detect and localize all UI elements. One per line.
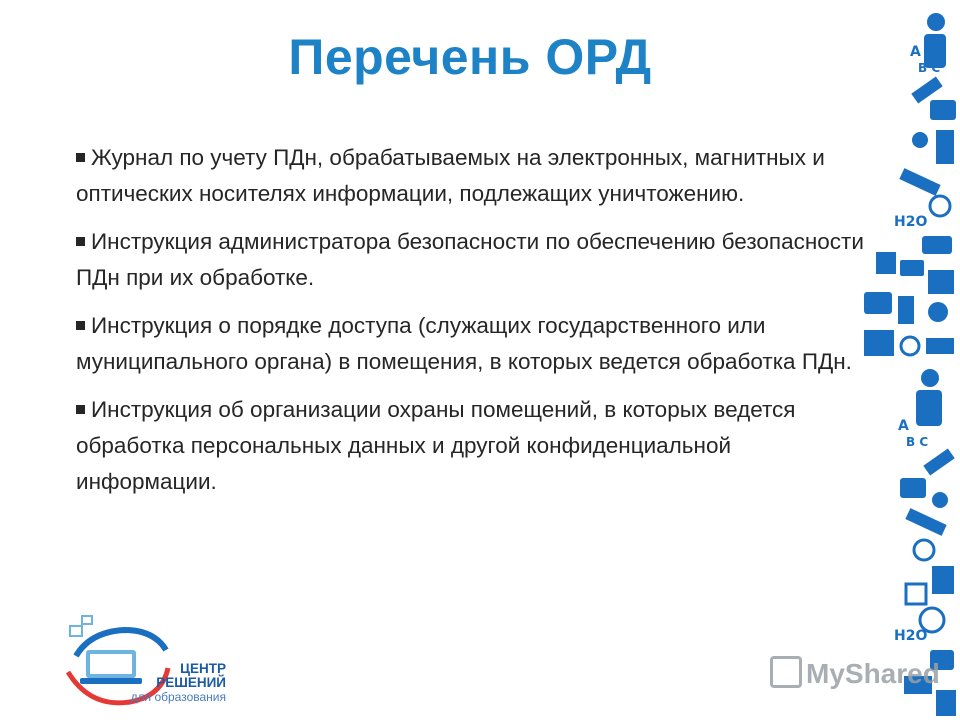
svg-text:B C: B C	[906, 435, 929, 449]
square-bullet-icon	[76, 321, 85, 330]
logo-line-3: для образования	[130, 690, 226, 704]
bullet-item	[76, 140, 866, 212]
bullet-text: Инструкция о порядке доступа (служащих государственного или муниципального органа) в помещения, в которых ведется обработка ПДн.	[76, 313, 852, 374]
bullet-item	[76, 308, 866, 380]
logo-line-1: ЦЕНТР	[180, 661, 226, 676]
watermark	[770, 656, 940, 690]
logo-line-2: РЕШЕНИЙ	[156, 675, 226, 690]
watermark-text: MyShared	[806, 658, 940, 689]
svg-text:H2O: H2O	[894, 628, 928, 644]
bullet-list	[76, 140, 866, 512]
bullet-text: Инструкция об организации охраны помещений, в которых ведется обработка персональных данных и другой конфиденциальной информации.	[76, 397, 796, 494]
svg-text:A: A	[898, 418, 909, 434]
square-bullet-icon	[76, 153, 85, 162]
slide-title: Перечень ОРД	[288, 29, 652, 85]
bullet-item	[76, 392, 866, 500]
square-bullet-icon	[76, 237, 85, 246]
bullet-item	[76, 224, 866, 296]
bullet-text: Журнал по учету ПДн, обрабатываемых на электронных, магнитных и оптических носителях информации, подлежащих уничтожению.	[76, 145, 825, 206]
bullet-text: Инструкция администратора безопасности по обеспечению безопасности ПДн при их обработке.	[76, 229, 864, 290]
svg-text:H2O: H2O	[894, 214, 928, 230]
watermark-icon	[770, 656, 802, 688]
svg-text:A: A	[910, 44, 921, 60]
education-icons-decoration	[840, 0, 960, 720]
square-bullet-icon	[76, 405, 85, 414]
logo-text	[128, 662, 226, 704]
svg-text:B C: B C	[918, 61, 941, 75]
